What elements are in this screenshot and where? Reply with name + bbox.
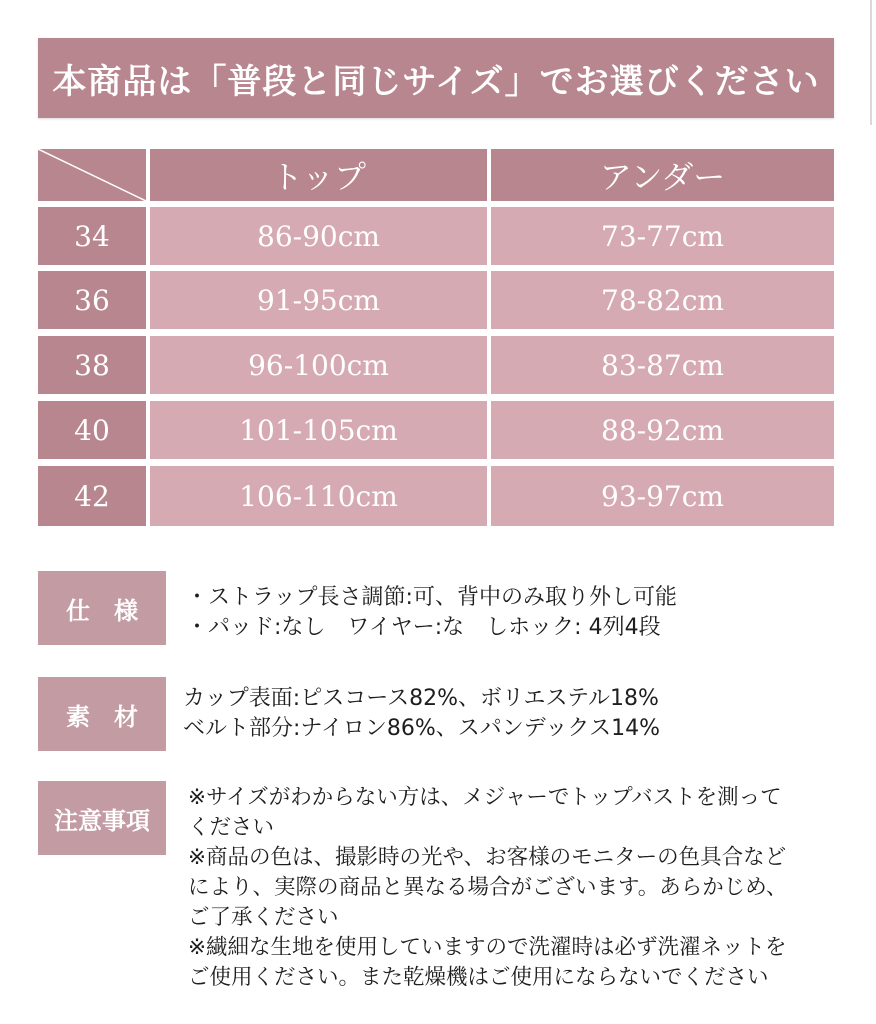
- under-value: 93-97cm: [601, 479, 724, 513]
- material-text: [183, 684, 660, 744]
- top-value: 106-110cm: [239, 479, 398, 513]
- table-row-size: [38, 207, 146, 265]
- notes-line: により、実際の商品と異なる場合がございます。あらかじめ、: [188, 875, 788, 900]
- notes-label: 注意事項: [54, 806, 150, 835]
- material-line: ベルト部分:ナイロン86%、スパンデックス14%: [183, 716, 661, 741]
- table-cell-top: [150, 207, 487, 265]
- table-row-size: [38, 466, 146, 526]
- size-label: 34: [74, 219, 110, 253]
- table-cell-under: [491, 336, 834, 394]
- notes-line: ご使用ください。また乾燥機はご使用にならないでください: [188, 965, 769, 990]
- header-under: [491, 149, 834, 201]
- under-value: 88-92cm: [601, 413, 724, 447]
- top-value: 96-100cm: [248, 348, 389, 382]
- notes-label-box: [38, 781, 166, 855]
- table-cell-top: [150, 401, 487, 459]
- under-value: 83-87cm: [601, 348, 724, 382]
- material-label-box: [38, 677, 166, 751]
- material-label: 素 材: [66, 702, 138, 731]
- size-label: 42: [74, 479, 110, 513]
- notes-text: [188, 783, 838, 993]
- spec-line: ・パッド:なし ワイヤー:な しホック: 4列4段: [186, 615, 661, 640]
- notes-line: ください: [188, 815, 275, 840]
- notes-line: ※繊細な生地を使用していますので洗濯時は必ず洗濯ネットを: [188, 935, 787, 960]
- top-value: 101-105cm: [239, 413, 398, 447]
- notes-line: ご了承ください: [188, 905, 339, 930]
- table-cell-under: [491, 271, 834, 329]
- spec-line: ・ストラップ長さ調節:可、背中のみ取り外し可能: [186, 585, 677, 610]
- spec-label-box: [38, 571, 166, 645]
- under-value: 78-82cm: [601, 283, 724, 317]
- notes-line: ※サイズがわからない方は、メジャーでトップバストを測って: [188, 785, 782, 810]
- top-value: 86-90cm: [257, 219, 380, 253]
- table-cell-under: [491, 401, 834, 459]
- size-label: 38: [74, 348, 110, 382]
- header-top-label: トップ: [270, 158, 367, 196]
- table-corner-cell: [38, 149, 146, 201]
- diagonal-line-icon: [38, 149, 146, 201]
- table-row-size: [38, 401, 146, 459]
- table-cell-under: [491, 466, 834, 526]
- table-cell-top: [150, 336, 487, 394]
- banner-title: 本商品は「普段と同じサイズ」でお選びください: [52, 61, 820, 102]
- title-banner: [38, 38, 834, 118]
- table-cell-top: [150, 466, 487, 526]
- table-cell-under: [491, 207, 834, 265]
- table-cell-top: [150, 271, 487, 329]
- material-line: カップ表面:ピスコース82%、ボリエステル18%: [183, 686, 659, 711]
- under-value: 73-77cm: [601, 219, 724, 253]
- table-row-size: [38, 336, 146, 394]
- table-row-size: [38, 271, 146, 329]
- header-under-label: アンダー: [599, 158, 726, 196]
- top-value: 91-95cm: [257, 283, 380, 317]
- spec-label: 仕 様: [66, 596, 138, 625]
- notes-line: ※商品の色は、撮影時の光や、お客様のモニターの色具合など: [188, 845, 787, 870]
- page-edge-line: [870, 0, 872, 125]
- header-top: [150, 149, 487, 201]
- spec-text: [186, 583, 677, 643]
- size-label: 36: [74, 283, 110, 317]
- size-label: 40: [74, 413, 110, 447]
